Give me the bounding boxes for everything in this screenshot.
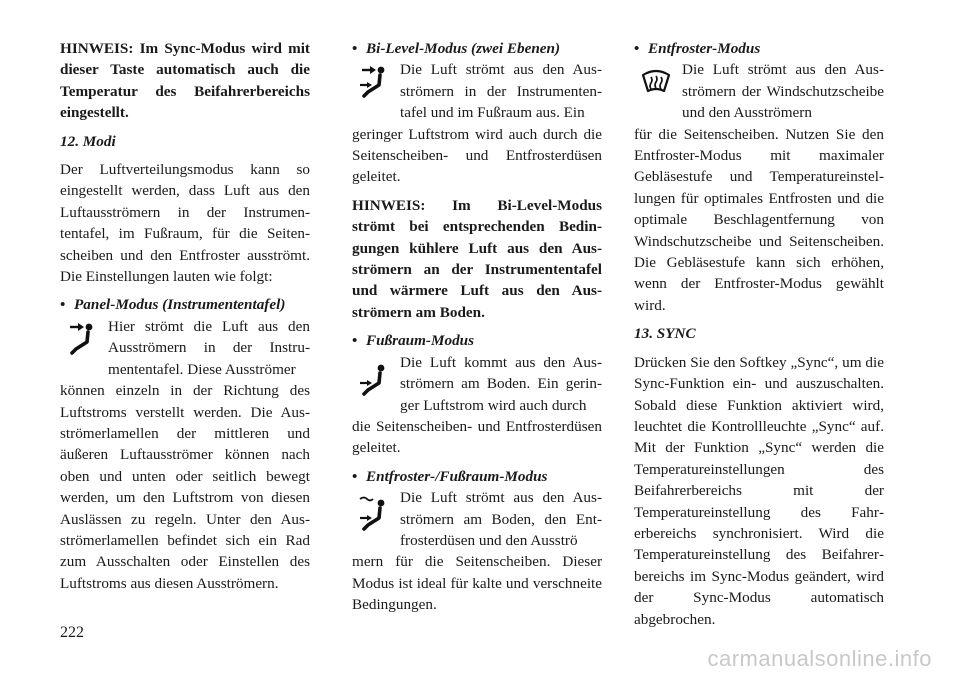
- panel-mode-icon: [60, 316, 108, 372]
- bullet-dot: •: [352, 40, 358, 57]
- floor-mode-icon: [352, 352, 400, 408]
- note-sync: HINWEIS: Im Sync-Modus wird mit dieser Taste automatisch auch die Temperatur des Beifahrerbereichs eingestellt.: [60, 40, 310, 122]
- modi-intro: Der Luftverteilungsmodus kann so eingestellt werden, dass Luft aus den Luftausströmern in der Instrumententafel, im Fußraum, für die Seitenscheiben und den Entfroster ausströmt. Die Einstellungen lauten wie folgt:: [60, 161, 310, 286]
- column-3: [634, 38, 884, 637]
- bullet-dot: •: [634, 40, 640, 57]
- bullet-defrost-mode: [634, 38, 884, 59]
- panel-mode-desc-indent: Hier strömt die Luft aus den Ausströmern in der Instrumententafel. Diese Ausströmer: [108, 317, 310, 378]
- panel-mode-desc-rest: können einzeln in der Richtung des Luftstroms verstellt werden. Die Ausströmerlamellen der mittleren und äußeren Luftausströmer können nach oben und unten oder seitlich bewegt werden, um den Luftstrom von diesen Auslässen zu regeln. Unter den Ausströmerlamellen befindet sich ein Rad zum Ausschalten oder Einstellen des Luftstroms aus diesen Ausströmern.: [60, 382, 310, 592]
- defrost-floor-mode-desc-indent: Die Luft strömt aus den Ausströmern am Boden, den Entfrosterdüsen und den Ausströ: [400, 489, 602, 549]
- bullet-bilevel-mode: [352, 38, 602, 59]
- bilevel-mode-desc-indent: Die Luft strömt aus den Ausströmern in der Instrumententafel und im Fußraum aus. Ein: [400, 61, 602, 122]
- bullet-defrost-floor-mode: [352, 466, 602, 487]
- defrost-floor-mode-title: Entfroster-/Fußraum-Modus: [366, 467, 548, 485]
- defrost-mode-title: Entfroster-Modus: [648, 40, 761, 57]
- page-number: 222: [60, 624, 84, 641]
- bullet-panel-mode: [60, 294, 310, 315]
- section-heading-modi: 12. Modi: [60, 132, 116, 150]
- column-2: [352, 38, 602, 623]
- bullet-dot: •: [352, 467, 358, 485]
- panel-mode-title: Panel-Modus (Instrumententafel): [74, 296, 286, 314]
- note-bilevel: HINWEIS: Im Bi-Level-Modus strömt bei entsprechenden Bedingungen kühlere Luft aus den Ausströmern an der Instrumententafel und wärmere Luft aus den Ausströmern am Boden.: [352, 196, 602, 321]
- bilevel-mode-title: Bi-Level-Modus (zwei Ebenen): [366, 40, 561, 57]
- bullet-floor-mode: [352, 330, 602, 351]
- sync-description: Drücken Sie den Softkey „Sync“, um die Sync-Funktion ein- und auszuschalten. Sobald diese Funktion aktiviert wird, leuchtet die Kontrollleuchte „Sync“ auf. Mit der Funktion „Sync“ werden die Temperatureinstellungen des Beifahrerbereichs mit der Temperatureinstellung des Fahrerbereichs synchronisiert. Wird die Temperatureinstellung des Beifahrerbereichs im Sync-Modus geändert, wird der Sync-Modus automatisch abgebrochen.: [634, 353, 884, 628]
- bullet-dot: •: [60, 296, 66, 314]
- section-heading-sync: 13. SYNC: [634, 325, 696, 343]
- column-1: [60, 38, 310, 601]
- bilevel-mode-icon: [352, 59, 400, 115]
- floor-mode-title: Fußraum-Modus: [366, 332, 475, 350]
- defrost-mode-desc-rest: für die Seitenscheiben. Nutzen Sie den Entfroster-Modus mit maximaler Gebläsestufe und Temperatureinstellungen für optimales Entfrosten und die optimale Beschlagentfernung von Windschutzscheibe und Seitenscheiben. Die Gebläsestufe kann sich erhöhen, wenn der Entfroster-Modus gewählt wird.: [634, 125, 884, 314]
- defrost-mode-desc-indent: Die Luft strömt aus den Ausströmern der Windschutzscheibe und den Ausströmern: [682, 61, 884, 122]
- defrost-floor-mode-desc-rest: mern für die Seitenscheiben. Dieser Modus ist ideal für kalte und verschneite Bedingungen.: [352, 553, 602, 614]
- floor-mode-desc-indent: Die Luft kommt aus den Ausströmern am Boden. Ein geringer Luftstrom wird auch durch: [400, 353, 602, 414]
- defrost-floor-mode-icon: [352, 487, 400, 543]
- watermark: carmanualsonline.info: [707, 646, 932, 671]
- floor-mode-desc-rest: die Seitenscheiben- und Entfrosterdüsen geleitet.: [352, 417, 602, 457]
- bilevel-mode-desc-rest: geringer Luftstrom wird auch durch die Seitenscheiben- und Entfrosterdüsen geleitet.: [352, 125, 602, 186]
- defrost-mode-icon: [634, 59, 682, 115]
- bullet-dot: •: [352, 332, 358, 350]
